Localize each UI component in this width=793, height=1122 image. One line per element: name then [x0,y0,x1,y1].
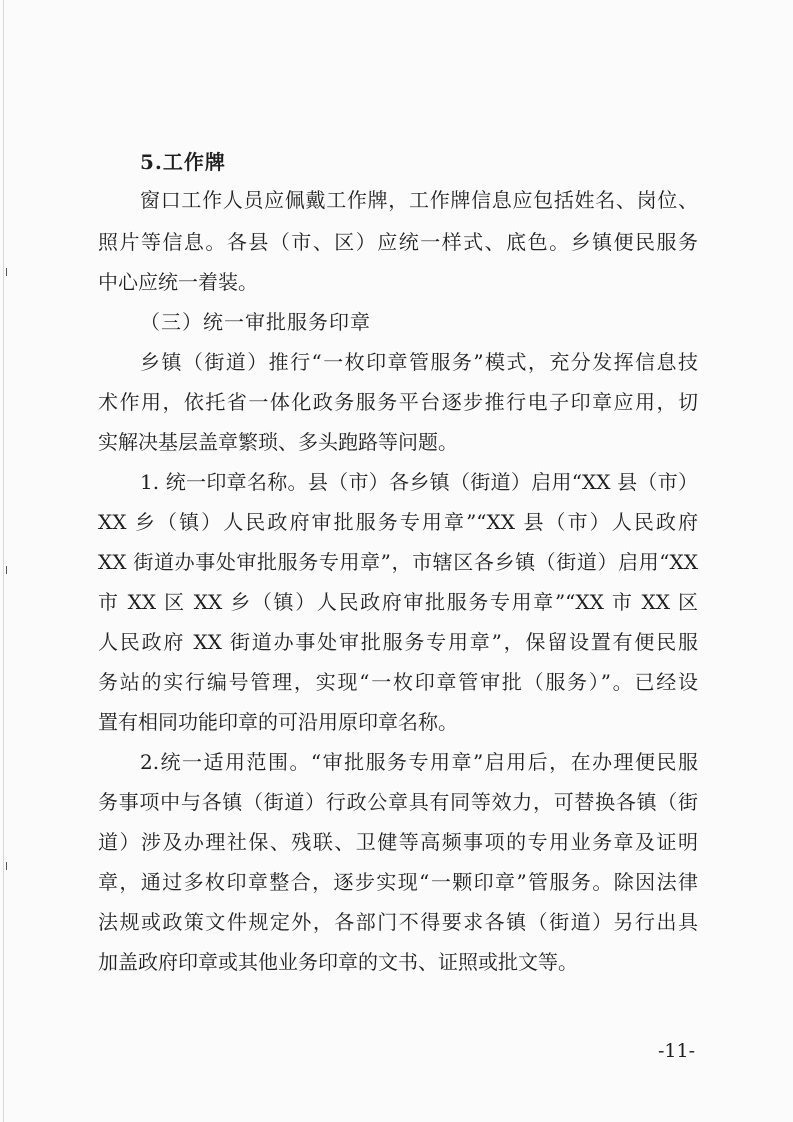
section-heading: （三）统一审批服务印章 [140,310,371,334]
paragraph-line: 务事项中与各镇（街道）行政公章具有同等效力，可替换各镇（街 [98,790,698,814]
paragraph-line: 中心应统一着装。 [98,270,258,294]
paragraph-line: 窗口工作人员应佩戴工作牌，工作牌信息应包括姓名、岗位、 [140,188,698,212]
paragraph-line: 1. 统一印章名称。县（市）各乡镇（街道）启用“XX 县（市） [140,470,698,494]
paragraph-line: 章，通过多枚印章整合，逐步实现“一颗印章”管服务。除因法律 [98,870,698,894]
margin-tick [6,566,7,574]
paragraph-line: 加盖政府印章或其他业务印章的文书、证照或批文等。 [98,950,578,974]
paragraph-line: 2.统一适用范围。“审批服务专用章”启用后，在办理便民服 [140,750,698,774]
paragraph-line: 术作用，依托省一体化政务服务平台逐步推行电子印章应用，切 [98,390,698,414]
paragraph-line: XX 乡（镇）人民政府审批服务专用章”“XX 县（市）人民政府 [98,510,698,534]
paragraph-line: 人民政府 XX 街道办事处审批服务专用章”，保留设置有便民服 [98,630,698,654]
paragraph-line: 市 XX 区 XX 乡（镇）人民政府审批服务专用章”“XX 市 XX 区 [98,590,698,614]
paragraph-line: 法规或政策文件规定外，各部门不得要求各镇（街道）另行出具 [98,910,698,934]
paragraph-line: 乡镇（街道）推行“一枚印章管服务”模式，充分发挥信息技 [140,350,698,374]
margin-tick [6,268,7,276]
paragraph-line: 务站的实行编号管理，实现“一枚印章管审批（服务）”。已经设 [98,670,698,694]
paragraph-line: 道）涉及办理社保、残联、卫健等高频事项的专用业务章及证明 [98,830,698,854]
paragraph-line: 实解决基层盖章繁琐、多头跑路等问题。 [98,430,458,454]
paragraph-line: 照片等信息。各县（市、区）应统一样式、底色。乡镇便民服务 [98,230,698,254]
paragraph-line: XX 街道办事处审批服务专用章”，市辖区各乡镇（街道）启用“XX [98,550,698,574]
heading-work-badge: 5.工作牌 [140,150,226,174]
page-number: -11- [658,1040,696,1062]
margin-tick [6,862,7,870]
page-edge [3,0,4,1122]
paragraph-line: 置有相同功能印章的可沿用原印章名称。 [98,710,458,734]
